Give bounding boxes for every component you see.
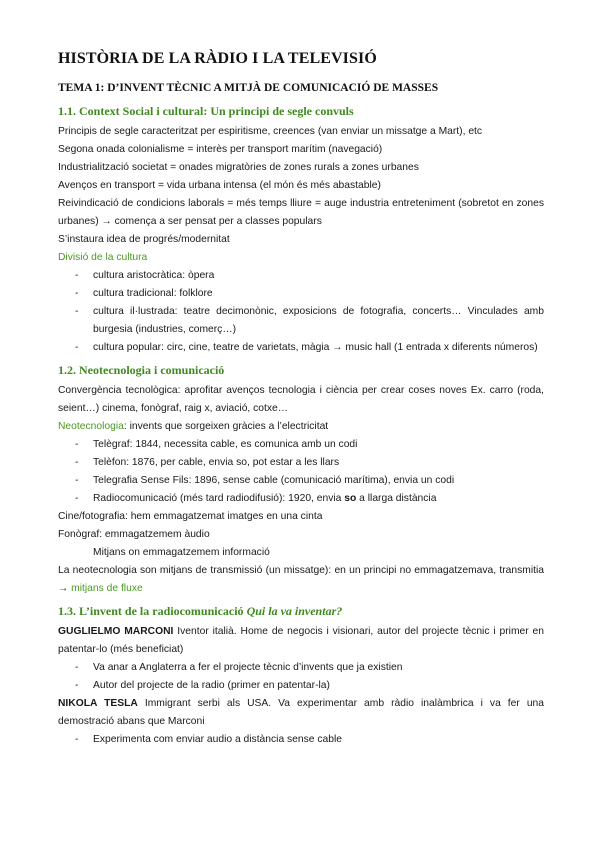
paragraph	[58, 695, 544, 731]
conclusion-text: La neotecnologia son mitjans de transmissió (un missatge): en un principi no emmagatzemava, transmitia →	[58, 565, 544, 594]
paragraph: Principis de segle caracteritzat per espiritisme, creences (van enviar un missatge a Mart), etc	[58, 126, 483, 137]
list-item: - Experimenta com enviar audio a distància sense cable	[58, 731, 544, 749]
tesla-text: Immigrant serbi als USA. Va experimentar amb ràdio inalàmbrica i va fer una demostració abans que Marconi	[58, 698, 544, 727]
neotecnologia-label: Neotecnologia	[58, 421, 124, 432]
list-item: - Autor del projecte de la radio (primer en patentar-la)	[58, 677, 544, 695]
list-item: - Telègraf: 1844, necessita cable, es comunica amb un codi	[58, 436, 544, 454]
paragraph: Cine/fotografia: hem emmagatzemat imatges en una cinta	[58, 511, 323, 522]
list-item	[58, 490, 544, 508]
subheading-culture-division: Divisió de la cultura	[58, 252, 148, 263]
marconi-name: GUGLIELMO MARCONI	[58, 626, 174, 637]
list-item: - cultura aristocràtica: òpera	[58, 267, 544, 285]
paragraph	[58, 418, 544, 436]
paragraph: Avenços en transport = vida urbana intensa (el món és més abastable)	[58, 180, 381, 191]
radio-bold: so	[344, 493, 357, 504]
list-item: - cultura tradicional: folklore	[58, 285, 544, 303]
paragraph: Fonògraf: emmagatzemem àudio	[58, 529, 210, 540]
radio-text-end: a llarga distància	[356, 493, 437, 504]
paragraph	[58, 562, 544, 598]
list-item: - cultura il·lustrada: teatre decimonònic, exposicions de fotografia, concerts… Vinculades amb burgesia (industries, comerç…)	[58, 303, 544, 339]
paragraph: Reivindicació de condicions laborals = més temps lliure = auge industria entreteniment (sobretot en zones urbanes) → comença a ser pensat per a classes populars	[58, 198, 544, 227]
list-item: - Telèfon: 1876, per cable, envia so, pot estar a les llars	[58, 454, 544, 472]
paragraph: S’instaura idea de progrés/modernitat	[58, 234, 230, 245]
document-title: HISTÒRIA DE LA RÀDIO I LA TELEVISIÓ	[58, 50, 377, 67]
marconi-text: Iventor italià. Home de negocis i visionari, autor del projecte tècnic i primer en patentar-lo (més beneficiat)	[58, 626, 544, 655]
section-heading-text: 1.3. L’invent de la radiocomunicació	[58, 604, 247, 618]
paragraph: Industrialització societat = onades migratòries de zones rurals a zones urbanes	[58, 162, 419, 173]
list-item: - Va anar a Anglaterra a fer el projecte tècnic d’invents que ja existien	[58, 659, 544, 677]
culture-list	[58, 267, 544, 357]
radio-text: Radiocomunicació (més tard radiodifusió): 1920, envia	[93, 493, 345, 504]
paragraph	[58, 623, 544, 659]
conclusion-highlight: mitjans de fluxe	[68, 583, 143, 594]
document-page	[58, 50, 544, 749]
paragraph: Convergència tecnològica: aprofitar avenços tecnologia i ciència per crear coses noves Ex. carro (roda, seient…) cinema, fonògraf, raig x, aviació, cotxe…	[58, 385, 544, 414]
paragraph: Mitjans on emmagatzemem informació	[93, 547, 270, 558]
marconi-list	[58, 659, 544, 695]
paragraph: Segona onada colonialisme = interès per transport marítim (navegació)	[58, 144, 383, 155]
section-heading-question: Qui la va inventar?	[246, 604, 343, 618]
tesla-name: NIKOLA TESLA	[58, 698, 138, 709]
section-heading-1-1: 1.1. Context Social i cultural: Un principi de segle convuls	[58, 104, 354, 118]
tesla-list	[58, 731, 544, 749]
section-heading-1-3	[58, 604, 544, 619]
section-heading-1-2: 1.2. Neotecnologia i comunicació	[58, 363, 225, 377]
list-item: - cultura popular: circ, cine, teatre de varietats, màgia → music hall (1 entrada x diferents números)	[58, 339, 544, 357]
topic-heading: TEMA 1: D’INVENT TÈCNIC A MITJÀ DE COMUNICACIÓ DE MASSES	[58, 82, 439, 94]
neotecnologia-list	[58, 436, 544, 508]
list-item: - Telegrafia Sense Fils: 1896, sense cable (comunicació marítima), envia un codi	[58, 472, 544, 490]
neotecnologia-text: : invents que sorgeixen gràcies a l’electricitat	[123, 421, 329, 432]
